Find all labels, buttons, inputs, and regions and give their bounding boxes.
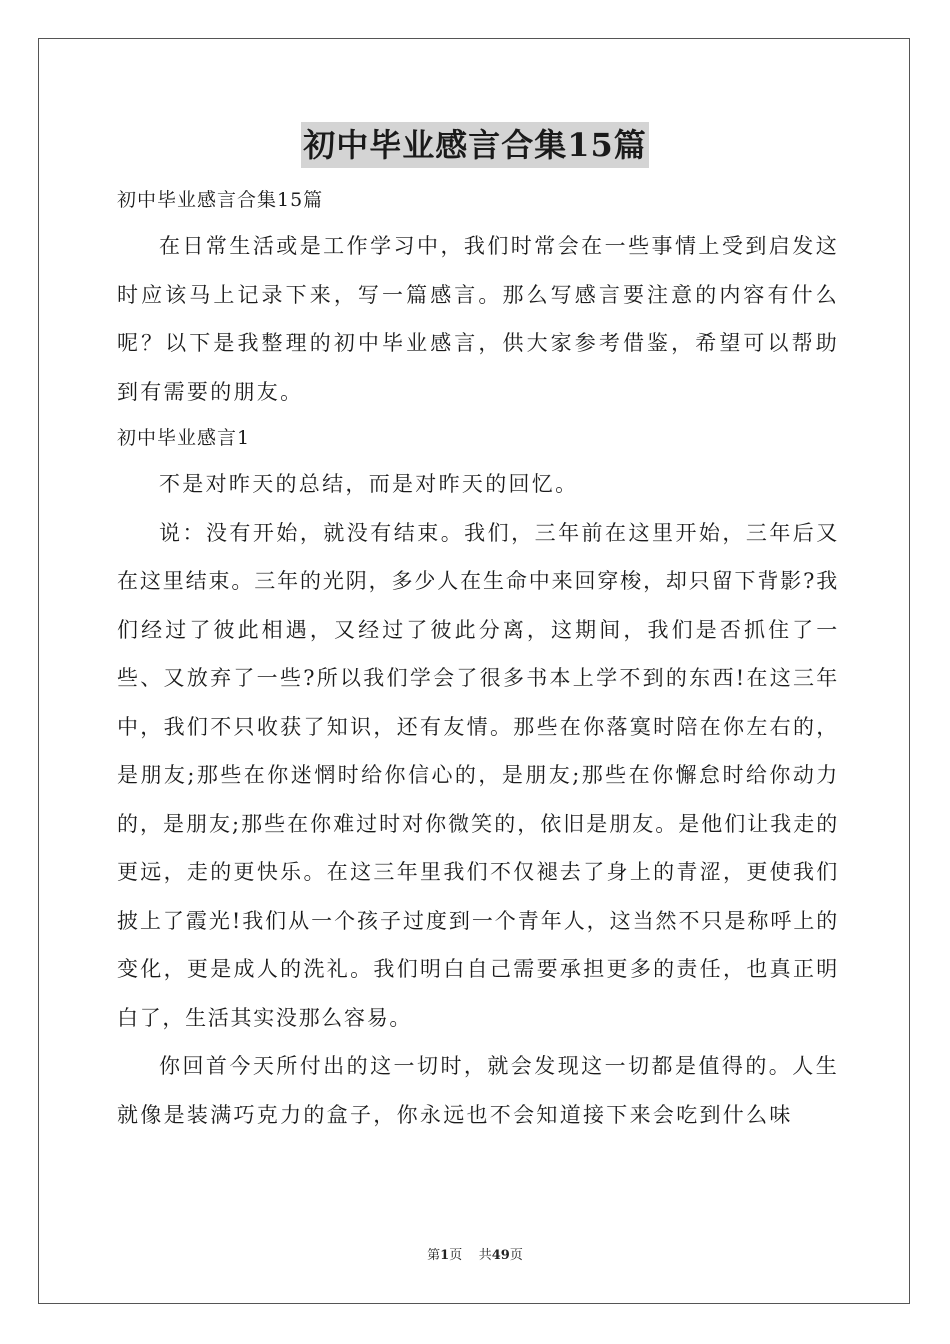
subtitle: 初中毕业感言合集15篇 [117, 189, 324, 211]
lead-paragraph: 不是对昨天的总结，而是对昨天的回忆。 [159, 472, 579, 496]
page-prefix: 第 [427, 1248, 441, 1263]
section-heading: 初中毕业感言1 [117, 427, 251, 449]
closing-paragraph: 你回首今天所付出的这一切时，就会发现这一切都是值得的。人生就像是装满巧克力的盒子，你永远也不会知道接下来会吃到什么味 [117, 1054, 839, 1127]
total-suffix: 页 [509, 1248, 523, 1263]
intro-paragraph: 在日常生活或是工作学习中，我们时常会在一些事情上受到启发这时应该马上记录下来，写一篇感言。那么写感言要注意的内容有什么呢？以下是我整理的初中毕业感言，供大家参考借鉴，希望可以帮助到有需要的朋友。 [117, 234, 839, 404]
document-body [117, 178, 839, 1139]
title-container [0, 122, 950, 168]
page-footer [0, 1244, 950, 1263]
page-number: 1 [440, 1248, 450, 1263]
page-suffix: 页 [449, 1248, 463, 1263]
body-paragraph: 说：没有开始，就没有结束。我们，三年前在这里开始，三年后又在这里结束。三年的光阴，多少人在生命中来回穿梭，却只留下背影?我们经过了彼此相遇，又经过了彼此分离，这期间，我们是否抓住了一些、又放弃了一些?所以我们学会了很多书本上学不到的东西!在这三年中，我们不只收获了知识，还有友情。那些在你落寞时陪在你左右的，是朋友;那些在你迷惘时给你信心的，是朋友;那些在你懈怠时给你动力的，是朋友;那些在你难过时对你微笑的，依旧是朋友。是他们让我走的更远，走的更快乐。在这三年里我们不仅褪去了身上的青涩，更使我们披上了霞光!我们从一个孩子过度到一个青年人，这当然不只是称呼上的变化，更是成人的洗礼。我们明白自己需要承担更多的责任，也真正明白了，生活其实没那么容易。 [117, 520, 839, 1030]
total-pages: 49 [491, 1248, 510, 1263]
document-title: 初中毕业感言合集15篇 [301, 122, 649, 168]
total-prefix: 共 [478, 1248, 492, 1263]
